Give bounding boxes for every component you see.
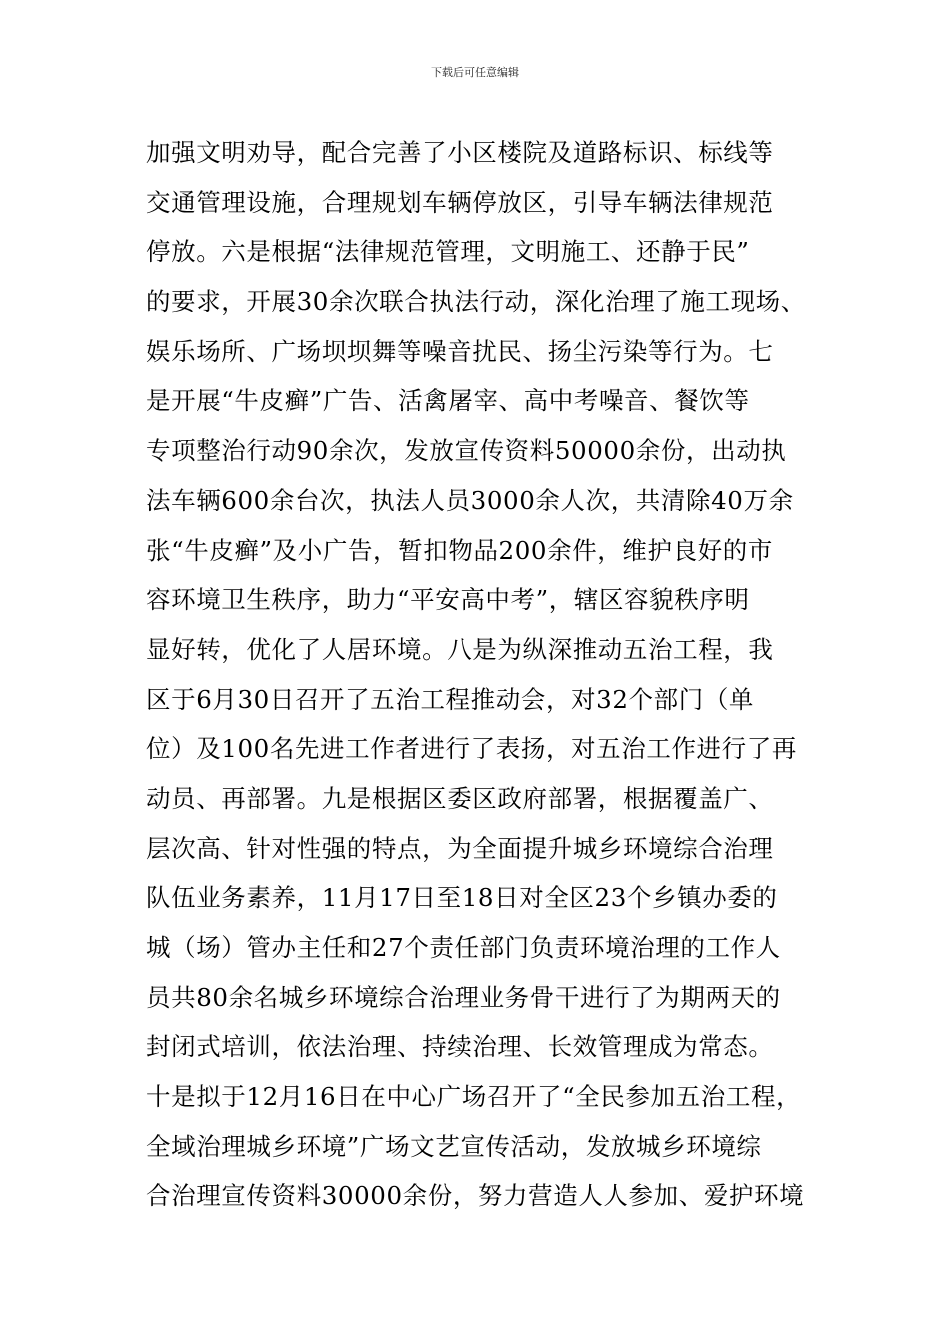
text-line: 全域治理城乡环境”广场文艺宣传活动，发放城乡环境综 [146,1131,762,1161]
text-line: 封闭式培训，依法治理、持续治理、长效管理成为常态。 [146,1032,774,1062]
text-line: 城（场）管办主任和27个责任部门负责环境治理的工作人 [146,933,781,962]
text-line: 的要求，开展30余次联合执法行动，深化治理了施工现场、 [146,287,806,317]
text-line: 队伍业务素养，11月17日至18日对全区23个乡镇办委的 [146,883,778,913]
text-line: 容环境卫生秩序，助力“平安高中考”，辖区容貌秩序明 [146,585,750,615]
text-line: 专项整治行动90余次，发放宣传资料50000余份，出动执 [146,436,787,466]
text-line: 动员、再部署。九是根据区委区政府部署，根据覆盖广、 [146,783,774,813]
text-line: 十是拟于12月16日在中心广场召开了“全民参加五治工程， [146,1082,802,1112]
text-line: 张“牛皮癣”及小广告，暂扣物品200余件，维护良好的市 [146,535,774,565]
page-header: 下载后可任意编辑 [431,66,519,79]
body-paragraph [146,128,826,1221]
text-line: 是开展“牛皮癣”广告、活禽屠宰、高中考噪音、餐饮等 [146,386,750,416]
text-line: 停放。六是根据“法律规范管理，文明施工、还静于民” [146,237,750,267]
text-line: 员共80余名城乡环境综合治理业务骨干进行了为期两天的 [146,982,781,1012]
text-line: 位）及100名先进工作者进行了表扬，对五治工作进行了再 [146,734,797,764]
text-line: 合治理宣传资料30000余份，努力营造人人参加、爱护环境 [146,1181,805,1211]
text-line: 区于6月30日召开了五治工程推动会，对32个部门（单 [146,684,755,714]
text-line: 法车辆600余台次，执法人员3000余人次，共清除40万余 [146,485,794,515]
text-line: 娱乐场所、广场坝坝舞等噪音扰民、扬尘污染等行为。七 [146,336,774,366]
text-line: 层次高、针对性强的特点，为全面提升城乡环境综合治理 [146,833,774,863]
text-line: 加强文明劝导，配合完善了小区楼院及道路标识、标线等 [146,138,774,167]
text-line: 显好转，优化了人居环境。八是为纵深推动五治工程，我 [146,634,774,664]
text-line: 交通管理设施，合理规划车辆停放区，引导车辆法律规范 [146,187,774,217]
